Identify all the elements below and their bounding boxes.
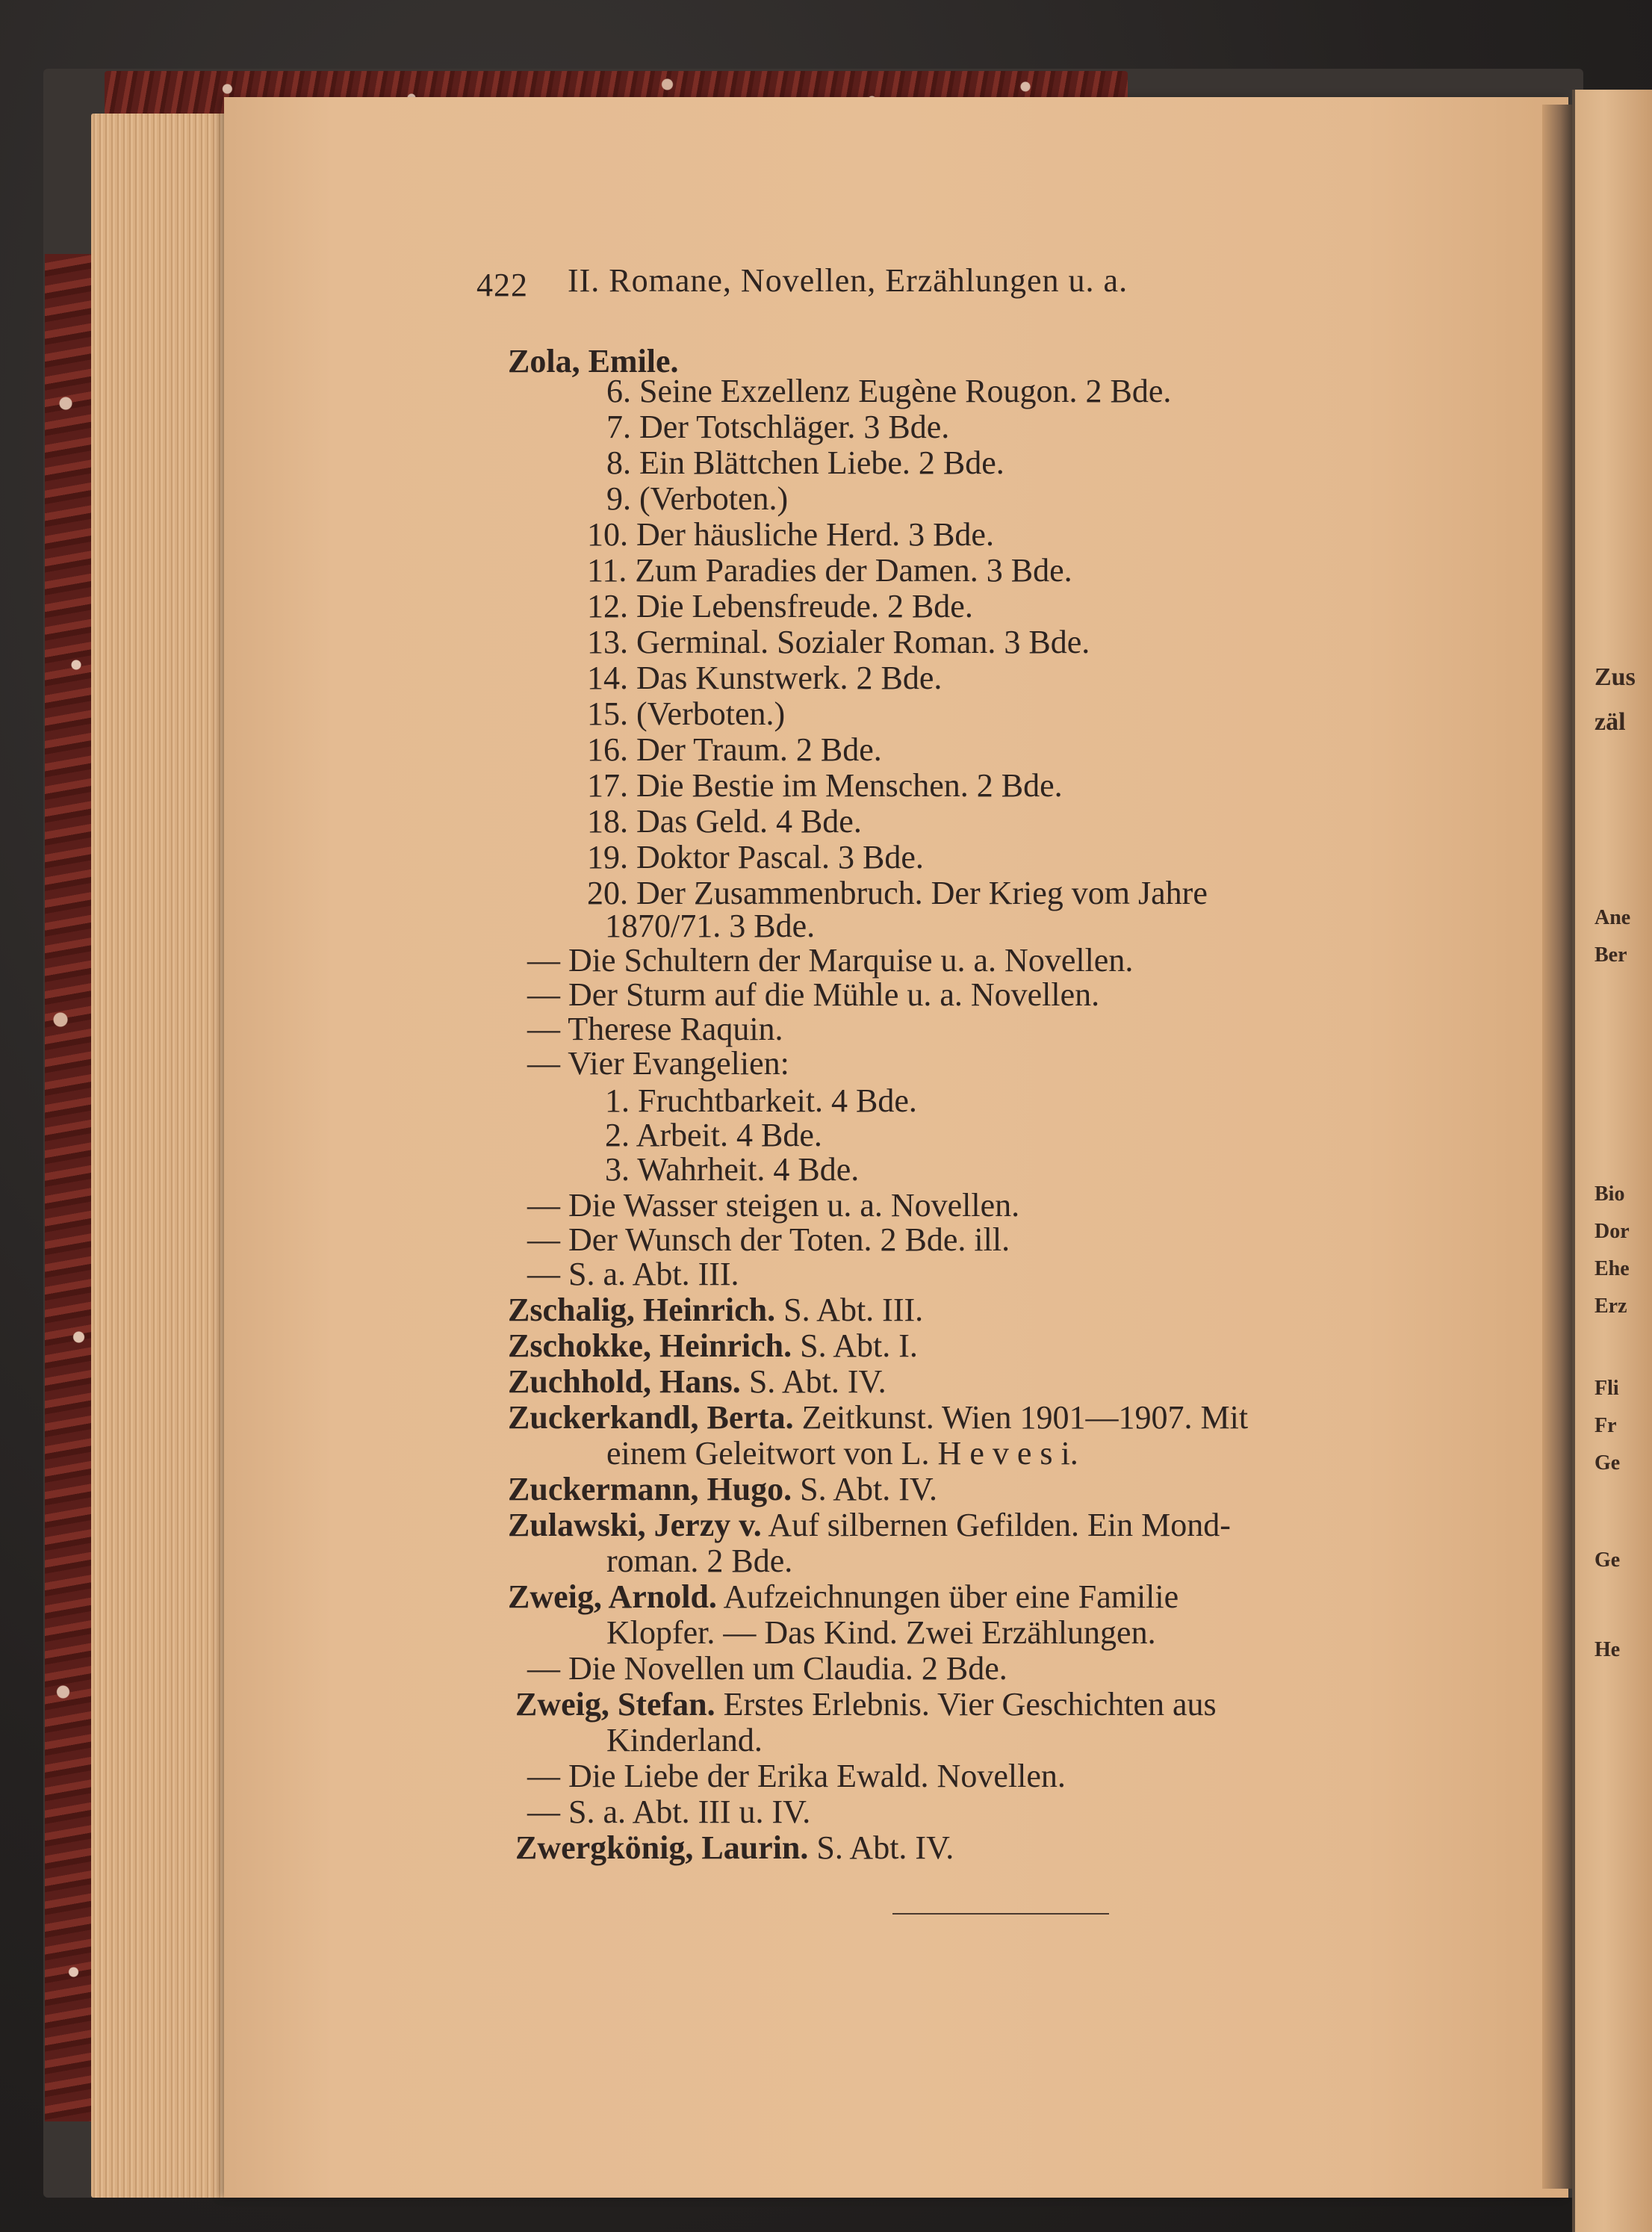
entry-line: Zschokke, Heinrich. S. Abt. I. <box>508 1327 918 1364</box>
adjacent-fragment: zäl <box>1594 708 1626 736</box>
closing-rule <box>892 1913 1109 1915</box>
entry-line: — Die Wasser steigen u. a. Novellen. <box>527 1187 1020 1224</box>
entry-line: 11. Zum Paradies der Damen. 3 Bde. <box>587 552 1072 589</box>
entry-line: Kinderland. <box>606 1722 763 1758</box>
entry-line: Zuchhold, Hans. S. Abt. IV. <box>508 1363 886 1400</box>
entry-line: 3. Wahrheit. 4 Bde. <box>605 1151 860 1188</box>
entry-line: Zulawski, Jerzy v. Auf silbernen Gefilden. Ein Mond- <box>508 1507 1231 1543</box>
adjacent-fragment: Erz <box>1594 1295 1627 1318</box>
adjacent-fragment: Ber <box>1594 943 1627 967</box>
entry-line: Zweig, Stefan. Erstes Erlebnis. Vier Geschichten aus <box>515 1686 1217 1723</box>
adjacent-fragment: Ge <box>1594 1549 1621 1572</box>
entry-line: 20. Der Zusammenbruch. Der Krieg vom Jahre <box>587 875 1208 911</box>
entry-line: 6. Seine Exzellenz Eugène Rougon. 2 Bde. <box>606 373 1172 409</box>
entry-line: — Der Wunsch der Toten. 2 Bde. ill. <box>527 1221 1010 1258</box>
entry-line: Zola, Emile. <box>508 343 679 379</box>
running-title: II. Romane, Novellen, Erzählungen u. a. <box>568 262 1128 299</box>
entry-line: — Die Schultern der Marquise u. a. Novellen. <box>527 942 1134 979</box>
entry-line: 7. Der Totschläger. 3 Bde. <box>606 409 950 445</box>
entry-line: Zuckerkandl, Berta. Zeitkunst. Wien 1901—1907. Mit <box>508 1399 1249 1436</box>
page-number: 422 <box>476 267 528 303</box>
adjacent-fragment: Fli <box>1594 1377 1619 1400</box>
adjacent-fragment: Bio <box>1594 1182 1625 1206</box>
adjacent-fragment: Ge <box>1594 1451 1621 1475</box>
adjacent-fragment: Ane <box>1594 906 1631 929</box>
entry-line: 10. Der häusliche Herd. 3 Bde. <box>587 516 994 553</box>
entry-line: 17. Die Bestie im Menschen. 2 Bde. <box>587 767 1063 804</box>
entry-line: — Die Novellen um Claudia. 2 Bde. <box>527 1650 1007 1687</box>
entry-line: — Therese Raquin. <box>527 1011 783 1047</box>
entry-line: 2. Arbeit. 4 Bde. <box>605 1117 822 1153</box>
entry-line: 16. Der Traum. 2 Bde. <box>587 731 882 768</box>
entry-line: 12. Die Lebensfreude. 2 Bde. <box>587 588 973 624</box>
entry-line: 19. Doktor Pascal. 3 Bde. <box>587 839 924 875</box>
entry-line: Zschalig, Heinrich. S. Abt. III. <box>508 1292 924 1328</box>
entry-line: roman. 2 Bde. <box>606 1543 793 1579</box>
entry-line: 1870/71. 3 Bde. <box>605 908 816 944</box>
entry-line: 1. Fruchtbarkeit. 4 Bde. <box>605 1082 917 1119</box>
adjacent-fragment: He <box>1594 1638 1621 1661</box>
entry-line: Klopfer. — Das Kind. Zwei Erzählungen. <box>606 1614 1156 1651</box>
entry-line: — Vier Evangelien: <box>527 1045 789 1082</box>
entry-line: 13. Germinal. Sozialer Roman. 3 Bde. <box>587 624 1090 660</box>
entry-line: — S. a. Abt. III. <box>527 1256 739 1292</box>
adjacent-fragment: Ehe <box>1594 1257 1630 1280</box>
adjacent-fragment: Fr <box>1594 1414 1617 1437</box>
entry-line: 8. Ein Blättchen Liebe. 2 Bde. <box>606 444 1004 481</box>
entry-line: 18. Das Geld. 4 Bde. <box>587 803 862 840</box>
entry-line: 15. (Verboten.) <box>587 695 786 732</box>
entry-line: Zuckermann, Hugo. S. Abt. IV. <box>508 1471 937 1507</box>
adjacent-fragment: Zus <box>1594 663 1636 691</box>
entry-line: 14. Das Kunstwerk. 2 Bde. <box>587 660 943 696</box>
entry-line: — S. a. Abt. III u. IV. <box>527 1794 811 1830</box>
entry-line: 9. (Verboten.) <box>606 480 789 517</box>
entry-line: einem Geleitwort von L. H e v e s i. <box>606 1435 1078 1472</box>
entry-line: Zweig, Arnold. Aufzeichnungen über eine Familie <box>508 1578 1179 1615</box>
entry-line: Zwergkönig, Laurin. S. Abt. IV. <box>515 1829 954 1866</box>
entry-line: — Der Sturm auf die Mühle u. a. Novellen. <box>527 976 1100 1013</box>
adjacent-fragment: Dor <box>1594 1220 1630 1243</box>
entry-line: — Die Liebe der Erika Ewald. Novellen. <box>527 1758 1066 1794</box>
